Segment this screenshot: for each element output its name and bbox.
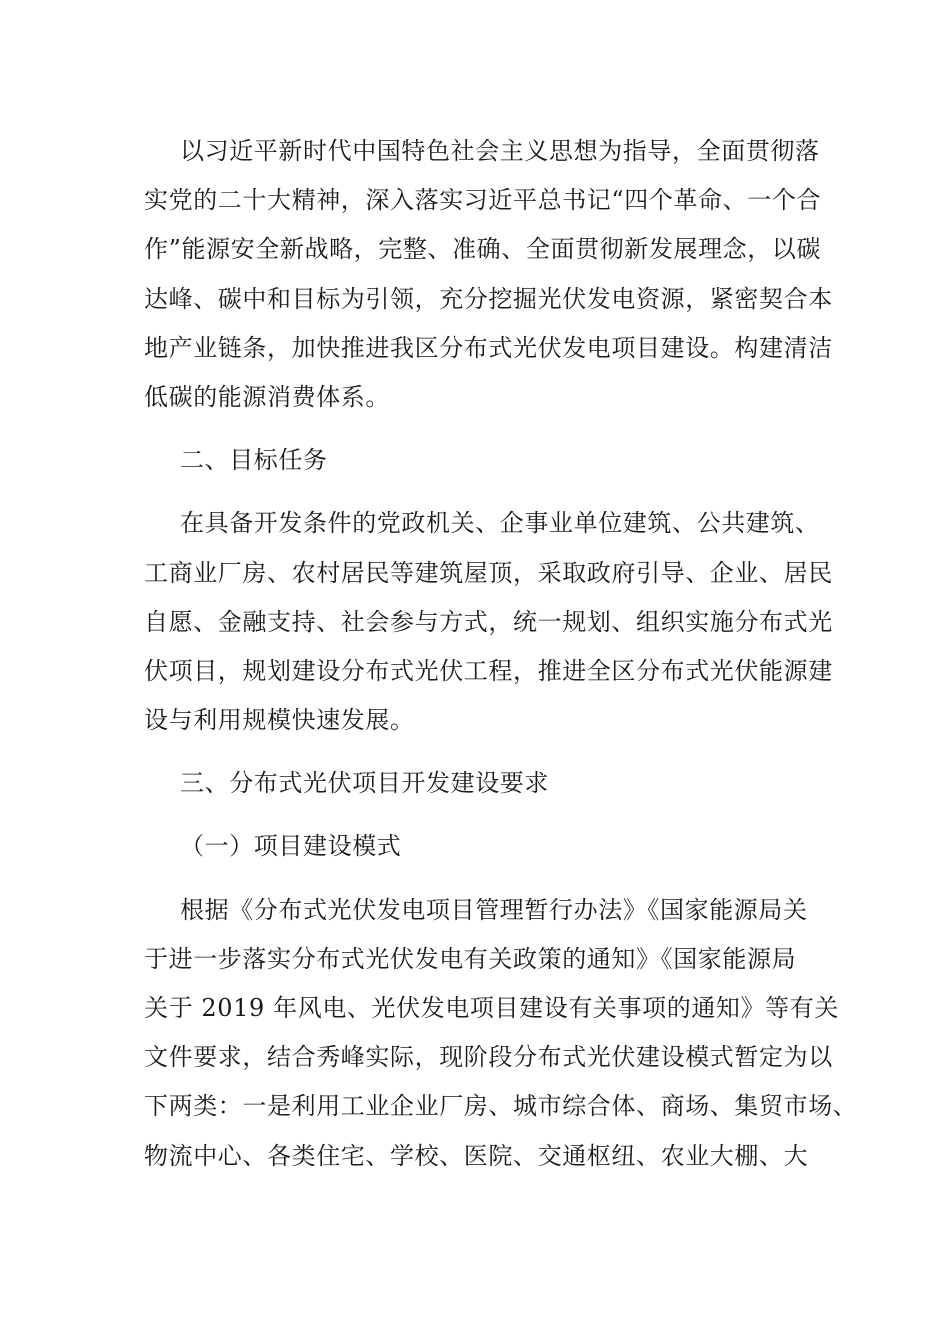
paragraph-spacer xyxy=(144,745,824,759)
subsection-heading-mode xyxy=(144,822,824,871)
paragraph-spacer xyxy=(144,808,824,822)
section-heading: 三、分布式光伏项目开发建设要求 xyxy=(180,769,549,798)
text-line: 实党的二十大精神，深入落实习近平总书记“四个革命、一个合 xyxy=(144,186,822,215)
text-line: 低碳的能源消费体系。 xyxy=(144,382,390,411)
text-line: 下两类：一是利用工业企业厂房、城市综合体、商场、集贸市场、 xyxy=(144,1092,858,1121)
section-heading: 二、目标任务 xyxy=(180,446,328,475)
paragraph-construction-mode xyxy=(144,886,858,1181)
document-body xyxy=(144,127,858,1181)
text-line: 于进一步落实分布式光伏发电有关政策的通知》《国家能源局 xyxy=(144,944,797,973)
text-line: 地产业链条，加快推进我区分布式光伏发电项目建设。构建清洁 xyxy=(144,333,833,362)
text-line: 关于 2019 年风电、光伏发电项目建设有关事项的通知》等有关 xyxy=(144,994,839,1022)
text-line: 设与利用规模快速发展。 xyxy=(144,706,415,735)
text-line: 伏项目，规划建设分布式光伏工程，推进全区分布式光伏能源建 xyxy=(144,656,833,685)
paragraph-spacer xyxy=(144,422,824,436)
text-line: 物流中心、各类住宅、学校、医院、交通枢纽、农业大棚、大 xyxy=(144,1141,809,1170)
text-line: 文件要求，结合秀峰实际，现阶段分布式光伏建设模式暂定为以 xyxy=(144,1043,833,1072)
paragraph-guiding-ideology xyxy=(144,127,833,422)
subsection-heading: （一）项目建设模式 xyxy=(180,832,402,861)
text-line: 根据《分布式光伏发电项目管理暂行办法》《国家能源局关 xyxy=(180,895,808,924)
text-line: 工商业厂房、农村居民等建筑屋顶，采取政府引导、企业、居民 xyxy=(144,558,833,587)
text-line: 达峰、碳中和目标为引领，充分挖掘光伏发电资源，紧密契合本 xyxy=(144,284,833,313)
section-heading-requirements xyxy=(144,759,824,808)
paragraph-spacer xyxy=(144,872,824,886)
text-line: 自愿、金融支持、社会参与方式，统一规划、组织实施分布式光 xyxy=(144,607,833,636)
text-line: 在具备开发条件的党政机关、企事业单位建筑、公共建筑、 xyxy=(180,509,820,538)
text-line: 作”能源安全新战略，完整、准确、全面贯彻新发展理念，以碳 xyxy=(144,235,822,264)
paragraph-spacer xyxy=(144,485,824,499)
section-heading-goals xyxy=(144,436,824,485)
paragraph-goals xyxy=(144,499,833,745)
text-line: 以习近平新时代中国特色社会主义思想为指导，全面贯彻落 xyxy=(180,137,820,165)
